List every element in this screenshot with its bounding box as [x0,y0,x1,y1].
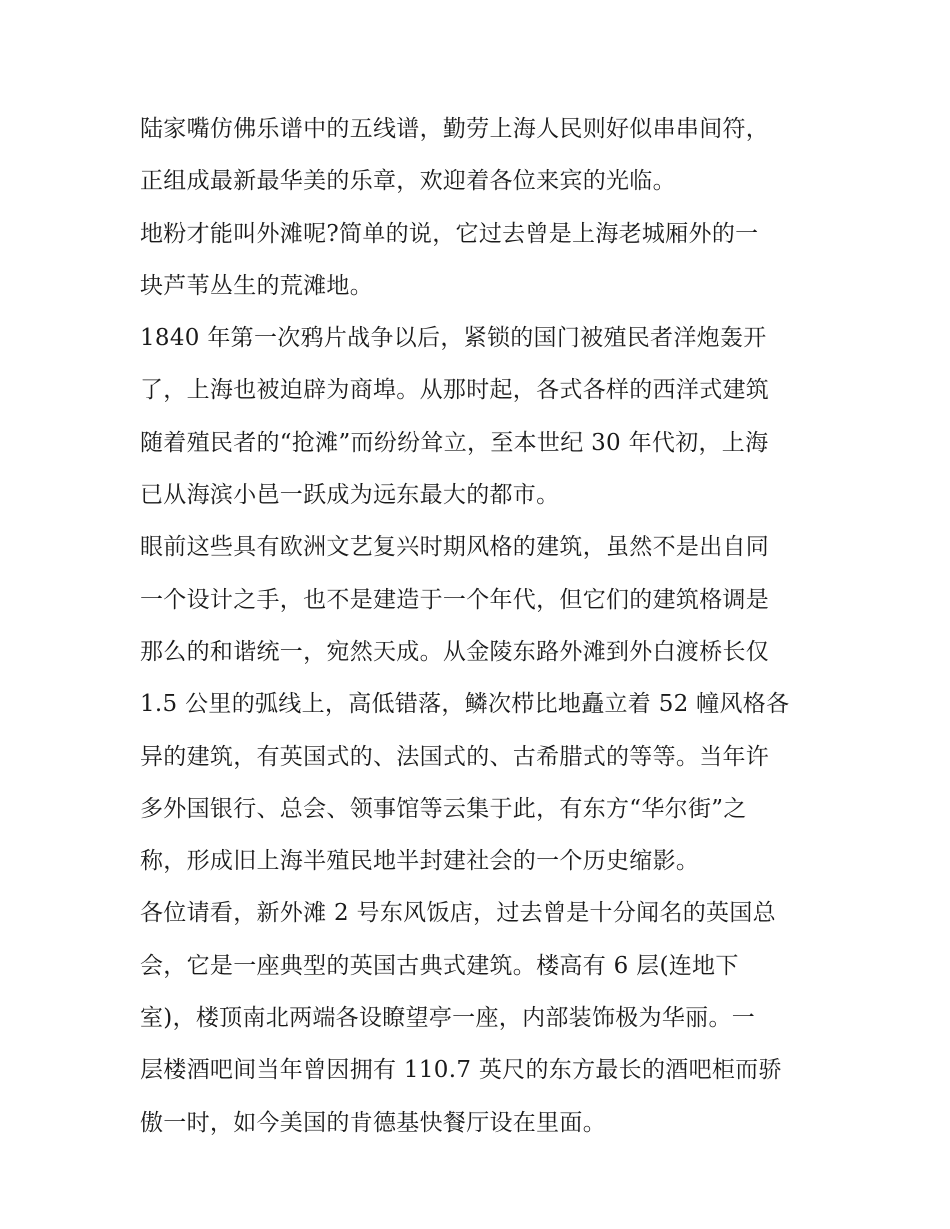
text-line: 1840 年第一次鸦片战争以后，紧锁的国门被殖民者洋炮轰开 [140,325,767,352]
text-line: 1.5 公里的弧线上，高低错落，鳞次栉比地矗立着 52 幢风格各 [140,691,790,718]
text-line: 已从海滨小邑一跃成为远东最大的都市。 [140,482,560,509]
text-line: 异的建筑，有英国式的、法国式的、古希腊式的等等。当年许 [140,743,770,770]
text-line: 陆家嘴仿佛乐谱中的五线谱，勤劳上海人民则好似串串间符， [140,116,770,142]
text-line: 傲一时，如今美国的肯德基快餐厅设在里面。 [140,1109,606,1136]
text-line: 地粉才能叫外滩呢?简单的说，它过去曾是上海老城厢外的一 [140,220,759,247]
text-line: 层楼酒吧间当年曾因拥有 110.7 英尺的东方最长的酒吧柜而骄 [140,1057,782,1084]
text-line: 了，上海也被迫辟为商埠。从那时起，各式各样的西洋式建筑 [140,377,770,404]
text-line: 多外国银行、总会、领事馆等云集于此，有东方“华尔街”之 [140,795,747,822]
text-line: 会，它是一座典型的英国古典式建筑。楼高有 6 层(连地下 [140,952,739,979]
text-line: 块芦苇丛生的荒滩地。 [140,272,373,299]
text-line: 各位请看，新外滩 2 号东风饭店，过去曾是十分闻名的英国总 [140,900,776,927]
document-body [140,103,820,1149]
text-line: 正组成最新最华美的乐章，欢迎着各位来宾的光临。 [140,168,676,195]
text-line: 那么的和谐统一，宛然天成。从金陵东路外滩到外白渡桥长仅 [140,638,770,665]
text-line: 一个设计之手，也不是建造于一个年代，但它们的建筑格调是 [140,586,770,613]
text-line: 室)，楼顶南北两端各设瞭望亭一座，内部装饰极为华丽。一 [140,1005,756,1032]
text-line: 称，形成旧上海半殖民地半封建社会的一个历史缩影。 [140,848,700,875]
text-line: 眼前这些具有欧洲文艺复兴时期风格的建筑，虽然不是出自同 [140,534,770,561]
text-line: 随着殖民者的“抢滩”而纷纷耸立，至本世纪 30 年代初，上海 [140,429,769,456]
